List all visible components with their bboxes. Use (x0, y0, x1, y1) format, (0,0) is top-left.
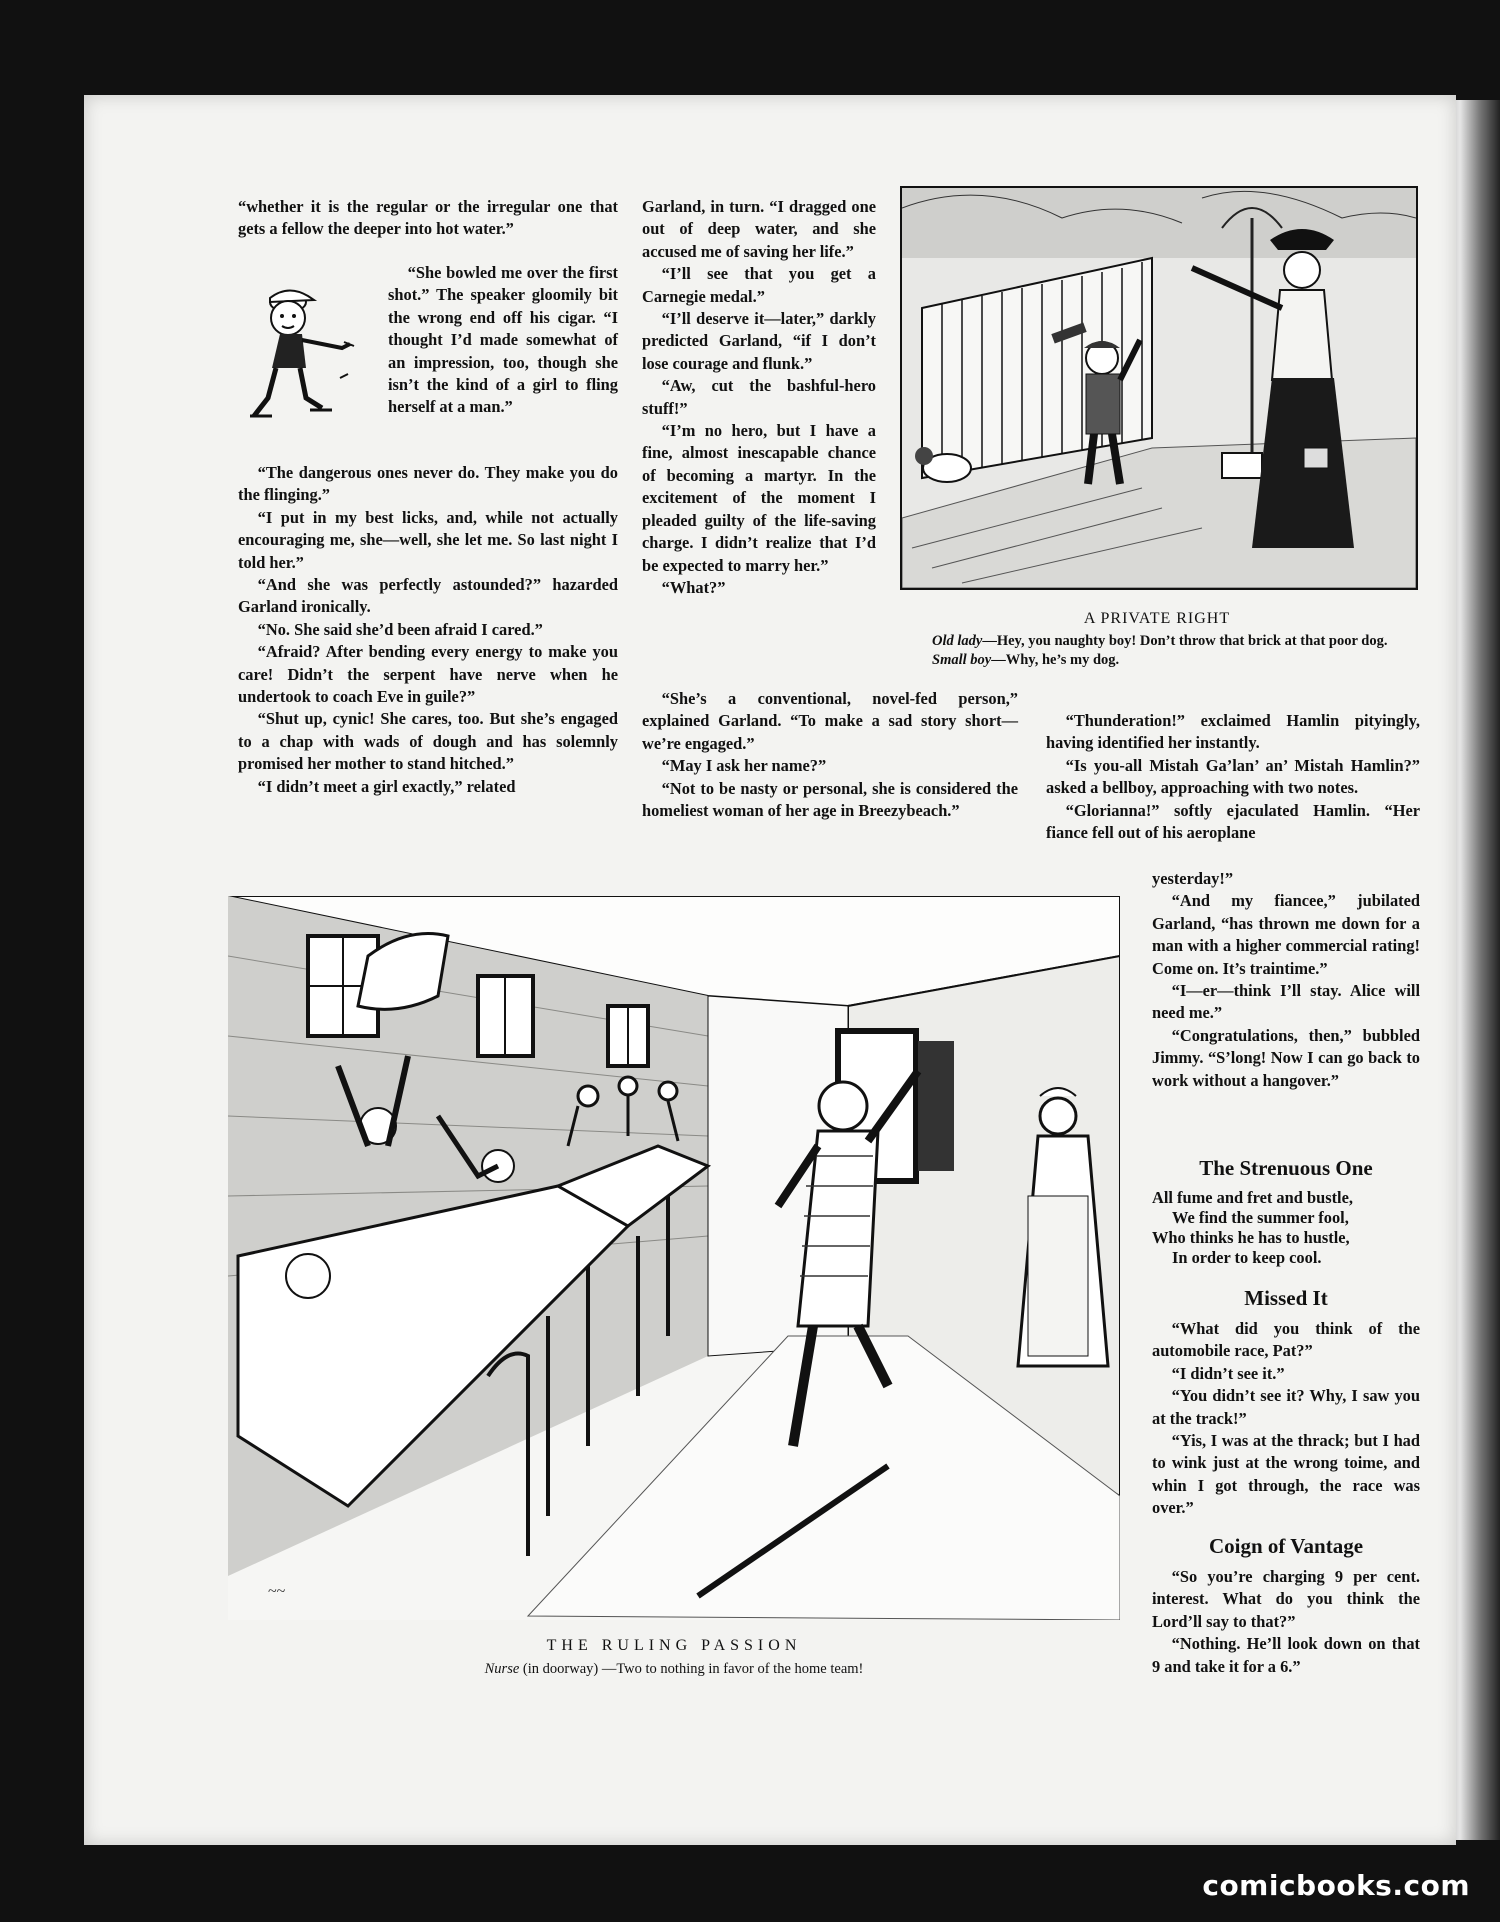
paragraph: “The dangerous ones never do. They make you do the flinging.” (238, 463, 618, 505)
paragraph: “I put in my best licks, and, while not actually encouraging me, she—well, she let me. So last night I told her.” (238, 507, 618, 572)
paragraph: “whether it is the regular or the irregular one that gets a fellow the deeper into hot water.” (238, 197, 618, 239)
paragraph: “I didn’t meet a girl exactly,” related (257, 776, 516, 796)
speaker-small-boy: Small boy (932, 652, 992, 668)
paragraph: yesterday!” (1152, 869, 1234, 888)
paragraph: “Is you-all Mistah Ga’lan’ an’ Mistah Hamlin?” asked a bellboy, approaching with two notes. (1046, 755, 1420, 798)
figure-float-spacer (238, 262, 388, 427)
paragraph: “And my fiancee,” jubilated Garland, “has thrown me down for a man with a higher commercial rating! Come on. It’s traintime.” (1152, 891, 1420, 978)
paragraph: “No. She said she’d been afraid I cared.” (257, 619, 543, 639)
paragraph: “May I ask her name?” (661, 756, 827, 776)
paragraph: “She bowled me over the first shot.” The speaker gloomily bit the wrong end off his cigar. “I thought I’d made somewhat of an impression, too, though she isn’t the kind of a girl to fling herself at a man.” (388, 263, 618, 417)
paragraph: “I’m no hero, but I have a fine, almost inescapable chance of becoming a martyr. In the excitement of the moment I pleaded guilty of the life-saving charge. I didn’t realize that I’d be expected to marry her.” (642, 421, 876, 575)
column-3 (1046, 710, 1420, 844)
svg-text:~~: ~~ (268, 1583, 286, 1600)
paragraph: “I didn’t see it.” (1171, 1363, 1285, 1383)
missed-it-body (1152, 1318, 1420, 1520)
column-2 (642, 196, 876, 599)
paragraph: “What?” (661, 577, 726, 597)
paragraph: “Afraid? After bending every energy to make you care! Didn’t the serpent have nerve when he undertook to coach Eve in guile?” (238, 642, 618, 707)
paragraph: “And she was perfectly astounded?” hazarded Garland ironically. (238, 575, 618, 617)
heading-missed-it: Missed It (1244, 1286, 1328, 1310)
poem-line: All fume and fret and bustle, (1152, 1188, 1353, 1207)
column-1-opening (238, 196, 618, 241)
ruling-passion-caption (228, 1660, 1120, 1679)
caption-text: —Hey, you naughty boy! Don’t throw that brick at that poor dog. (982, 633, 1388, 649)
paragraph: “I’ll see that you get a Carnegie medal.” (642, 264, 876, 306)
paragraph: “I’ll deserve it—later,” darkly predicted Garland, “if I don’t lose courage and flunk.” (642, 309, 876, 373)
private-right-title: A PRIVATE RIGHT (1083, 610, 1231, 627)
speaker-nurse: Nurse (484, 1661, 520, 1677)
paragraph: Garland, in turn. “I dragged one out of deep water, and she accused me of saving her life.” (642, 197, 876, 261)
paragraph: “Aw, cut the bashful-hero stuff!” (642, 376, 876, 418)
paragraph: “Glorianna!” softly ejaculated Hamlin. “Her fiance fell out of his aeroplane (1046, 800, 1420, 843)
paragraph: “Yis, I was at the thrack; but I had to wink just at the wrong toime, and whin I got through, the race was over.” (1152, 1431, 1420, 1518)
ruling-passion-illustration (228, 896, 1120, 1620)
paragraph: “Nothing. He’ll look down on that 9 and take it for a 6.” (1152, 1634, 1420, 1676)
caption-paren: (in doorway) (522, 1661, 599, 1677)
paragraph: “What did you think of the automobile race, Pat?” (1152, 1319, 1420, 1361)
private-right-caption (932, 632, 1414, 670)
poem-line: Who thinks he has to hustle, (1152, 1228, 1350, 1247)
heading-coign-of-vantage: Coign of Vantage (1208, 1534, 1364, 1558)
caption-text: —Why, he’s my dog. (991, 652, 1120, 668)
paragraph: “Thunderation!” exclaimed Hamlin pityingly, having identified her instantly. (1046, 711, 1420, 753)
poem-line: In order to keep cool. (1172, 1248, 1322, 1267)
private-right-illustration (900, 186, 1418, 590)
paragraph: “Congratulations, then,” bubbled Jimmy. “S’long! Now I can go back to work without a hangover.” (1152, 1025, 1420, 1090)
watermark: comicbooks.com (1202, 1869, 1470, 1902)
ruling-passion-title: THE RULING PASSION (546, 1637, 802, 1654)
paragraph: “So you’re charging 9 per cent. interest. What do you think the Lord’ll say to that?” (1152, 1567, 1420, 1631)
paragraph: “She’s a conventional, novel-fed person,” explained Garland. “To make a sad story short—we’re engaged.” (642, 689, 1018, 753)
paragraph: “I—er—think I’ll stay. Alice will need me.” (1152, 981, 1420, 1023)
poem-line: We find the summer fool, (1172, 1208, 1349, 1227)
column-4 (1152, 868, 1420, 1092)
coign-of-vantage-body (1152, 1566, 1420, 1678)
heading-strenuous-one: The Strenuous One (1199, 1156, 1373, 1180)
caption-text: —Two to nothing in favor of the home team! (601, 1661, 864, 1677)
column-1-body (238, 462, 618, 798)
speaker-old-lady: Old lady (932, 633, 983, 649)
column-2-wide (642, 688, 1018, 822)
column-1-wrap (238, 262, 618, 427)
paragraph: “Shut up, cynic! She cares, too. But she’s engaged to a chap with wads of dough and has solemnly promised her mother to stand hitched.” (238, 709, 618, 774)
paragraph: “You didn’t see it? Why, I saw you at the track!” (1152, 1386, 1420, 1428)
poem-strenuous-one (1152, 1188, 1420, 1268)
paragraph: “Not to be nasty or personal, she is considered the homeliest woman of her age in Breezybeach.” (642, 778, 1018, 821)
